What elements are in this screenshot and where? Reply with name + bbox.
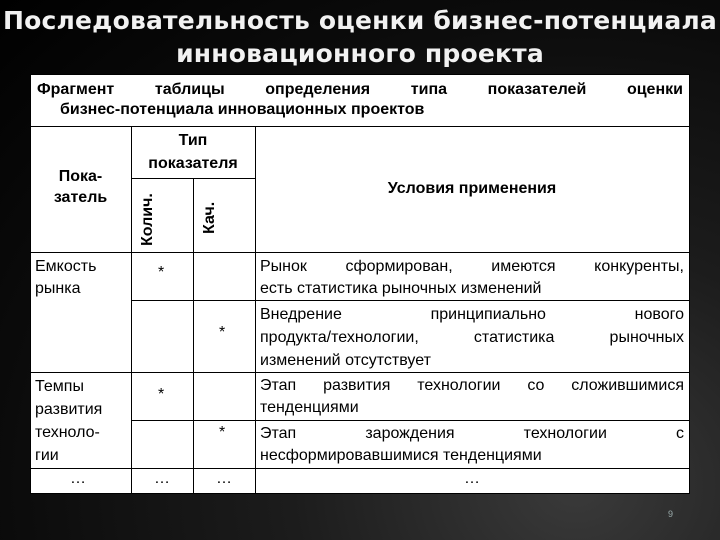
header-indicator-line: Пока- [58, 168, 103, 185]
caption-word: определения [265, 81, 371, 98]
header-indicator-line: затель [53, 189, 108, 206]
caption-word: таблицы [154, 81, 225, 98]
caption-word: типа [410, 81, 448, 98]
caption-line-2: бизнес-потенциала инновационных проектов [60, 101, 425, 118]
condition-line: Этап развития технологии со сложившимися [260, 377, 684, 394]
condition-line: тенденциями [260, 399, 359, 416]
indicator-table [30, 126, 690, 494]
column-divider [193, 178, 194, 494]
header-quantitative: Колич. [139, 193, 156, 246]
qual-mark: * [219, 324, 226, 341]
qual-mark: * [219, 424, 226, 441]
indicator-line: гии [35, 447, 59, 464]
header-type-line: показателя [148, 155, 238, 172]
condition-line: несформировавшимися тенденциями [260, 447, 542, 464]
table-caption [30, 74, 690, 126]
ellipsis-cell: … [70, 470, 86, 487]
indicator-market-capacity [35, 256, 129, 300]
slide-title-line-1: Последовательность оценки бизнес-потенциала [3, 6, 717, 35]
indicator-line: Емкость [35, 258, 97, 275]
condition-line: продукта/технологии, статистика рыночных [260, 329, 684, 346]
header-bottom-line [30, 252, 690, 253]
indicator-line: техноло- [35, 424, 100, 441]
header-conditions: Условия применения [387, 180, 557, 197]
condition-line: Этап зарождения технологии с [260, 425, 684, 442]
quant-mark: * [158, 264, 165, 281]
column-divider [131, 126, 132, 494]
table-border-right [689, 126, 690, 494]
condition-line: Рынок сформирован, имеются конкуренты, [260, 258, 684, 275]
slide-title [0, 4, 720, 70]
condition-line: изменений отсутствует [260, 352, 431, 369]
row-divider [30, 372, 131, 373]
row-divider [30, 468, 690, 469]
page-number: 9 [668, 509, 674, 519]
condition-line: есть статистика рыночных изменений [260, 280, 542, 297]
slide-title-line-2: инновационного проекта [176, 39, 544, 68]
row-divider [131, 372, 690, 373]
header-indicator [30, 166, 131, 208]
quant-mark: * [158, 386, 165, 403]
condition-text [260, 423, 684, 467]
condition-text [260, 303, 684, 372]
table-panel [30, 74, 690, 494]
ellipsis-cell: … [216, 470, 232, 487]
header-subdivider [131, 178, 255, 179]
row-divider [131, 300, 690, 301]
header-qualitative: Кач. [201, 201, 218, 234]
row-divider [131, 420, 690, 421]
indicator-technology-growth-rate [35, 375, 129, 467]
condition-text [260, 256, 684, 300]
condition-line: Внедрение принципиально нового [260, 306, 684, 323]
indicator-line: Темпы [35, 378, 84, 395]
header-type [131, 129, 255, 175]
indicator-line: развития [35, 401, 103, 418]
header-type-line: Тип [178, 132, 208, 149]
table-border-top [30, 126, 690, 127]
caption-word: Фрагмент [37, 81, 115, 98]
ellipsis-cell: … [464, 470, 480, 487]
ellipsis-cell: … [154, 470, 170, 487]
indicator-line: рынка [35, 280, 81, 297]
caption-line-1 [37, 80, 683, 100]
condition-text [260, 375, 684, 419]
table-border-bottom [30, 493, 690, 494]
caption-word: показателей [487, 81, 587, 98]
caption-word: оценки [626, 81, 683, 98]
